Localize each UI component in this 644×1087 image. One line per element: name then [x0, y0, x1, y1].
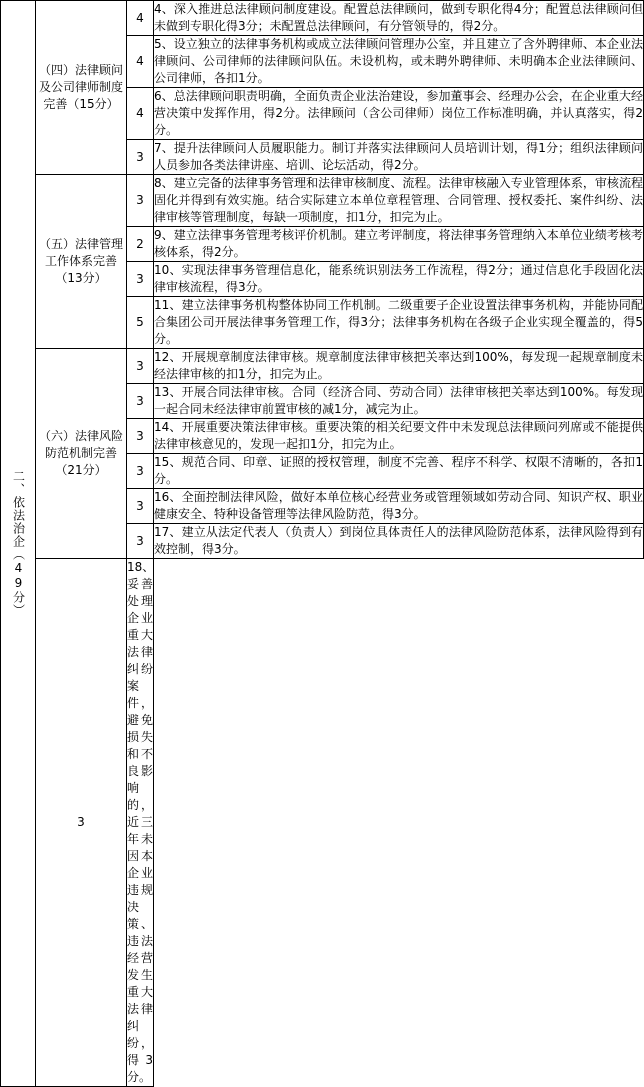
subcategory-label: （四）法律顾问及公司律师制度完善（15分）: [38, 63, 123, 111]
content-cell: 6、总法律顾问职责明确，全面负责企业法治建设，参加董事会、经理办公会，在企业重大经营决策中发挥作用，得2分。法律顾问（含公司律师）岗位工作标准明确，并认真落实，得2分。: [154, 88, 644, 140]
score-cell: 3: [127, 419, 154, 454]
content-cell: 8、建立完备的法律事务管理和法律审核制度、流程。法律审核融入专业管理体系，审核流程固化并得到有效实施。结合实际建立本单位章程管理、合同管理、授权委托、案件纠纷、法律审核等管理制度，每缺一项制度，扣1分，扣完为止。: [154, 175, 644, 227]
table-row: [1, 559, 644, 1087]
subcategory-label: （六）法律风险防范机制完善（21分）: [38, 429, 123, 477]
score-cell: 2: [127, 227, 154, 262]
score-cell: 3: [127, 489, 154, 524]
category-cell: [1, 1, 36, 1087]
content-cell: 12、开展规章制度法律审核。规章制度法律审核把关率达到100%，每发现一起规章制度未经法律审核的扣1分，扣完为止。: [154, 349, 644, 384]
score-cell: 3: [127, 140, 154, 175]
content-cell: 9、建立法律事务管理考核评价机制。建立考评制度，将法律事务管理纳入本单位业绩考核考核体系，得2分。: [154, 227, 644, 262]
content-cell: 10、实现法律事务管理信息化，能系统识别法务工作流程，得2分；通过信息化手段固化法律审核流程，得3分。: [154, 262, 644, 297]
score-cell: 3: [127, 175, 154, 227]
content-cell: 4、深入推进总法律顾问制度建设。配置总法律顾问，做到专职化得4分；配置总法律顾问但未做到专职化得3分；未配置总法律顾问，有分管领导的，得2分。: [154, 1, 644, 36]
content-cell: 18、妥善处理企业重大法律纠纷案件，避免损失和不良影响的，近三年未因本企业违规决策、违法经营发生重大法律纠纷，得3分。: [127, 559, 154, 1087]
content-cell: 7、提升法律顾问人员履职能力。制订并落实法律顾问人员培训计划，得1分；组织法律顾问人员参加各类法律讲座、培训、论坛活动，得2分。: [154, 140, 644, 175]
subcategory-cell-4: [36, 1, 127, 175]
score-cell: 3: [36, 559, 127, 1087]
content-cell: 16、全面控制法律风险，做好本单位核心经营业务或管理领域如劳动合同、知识产权、职业健康安全、特种设备管理等法律风险防范，得3分。: [154, 489, 644, 524]
subcategory-label: （五）法律管理工作体系完善（13分）: [38, 237, 123, 285]
content-cell: 11、建立法律事务机构整体协同工作机制。二级重要子企业设置法律事务机构，并能协同配合集团公司开展法律事务管理工作，得3分；法律事务机构在各级子企业实现全覆盖的，得5分。: [154, 297, 644, 349]
score-cell: 3: [127, 524, 154, 559]
score-cell: 3: [127, 384, 154, 419]
score-cell: 4: [127, 88, 154, 140]
category-label: 二、依法治企（49分）: [11, 470, 26, 617]
content-cell: 17、建立从法定代表人（负责人）到岗位具体责任人的法律风险防范体系，法律风险得到有效控制，得3分。: [154, 524, 644, 559]
score-cell: 3: [127, 349, 154, 384]
score-cell: 3: [127, 262, 154, 297]
score-cell: 4: [127, 1, 154, 36]
table-row: [1, 175, 644, 227]
content-cell: 15、规范合同、印章、证照的授权管理，制度不完善、程序不科学、权限不清晰的，各扣1分。: [154, 454, 644, 489]
score-cell: 4: [127, 36, 154, 88]
subcategory-cell-6: [36, 349, 127, 559]
content-cell: 5、设立独立的法律事务机构或成立法律顾问管理办公室，并且建立了含外聘律师、本企业法律顾问、公司律师的法律顾问队伍。未设机构，或未聘外聘律师、未明确本企业法律顾问、公司律师，各扣1分。: [154, 36, 644, 88]
subcategory-cell-5: [36, 175, 127, 349]
table-row: [1, 349, 644, 384]
table-row: [1, 1, 644, 36]
content-cell: 14、开展重要决策法律审核。重要决策的相关纪要文件中未发现总法律顾问列席或不能提供法律审核意见的，发现一起扣1分，扣完为止。: [154, 419, 644, 454]
content-cell: 13、开展合同法律审核。合同（经济合同、劳动合同）法律审核把关率达到100%。每发现一起合同未经法律审前置审核的减1分，减完为止。: [154, 384, 644, 419]
score-cell: 3: [127, 454, 154, 489]
score-cell: 5: [127, 297, 154, 349]
